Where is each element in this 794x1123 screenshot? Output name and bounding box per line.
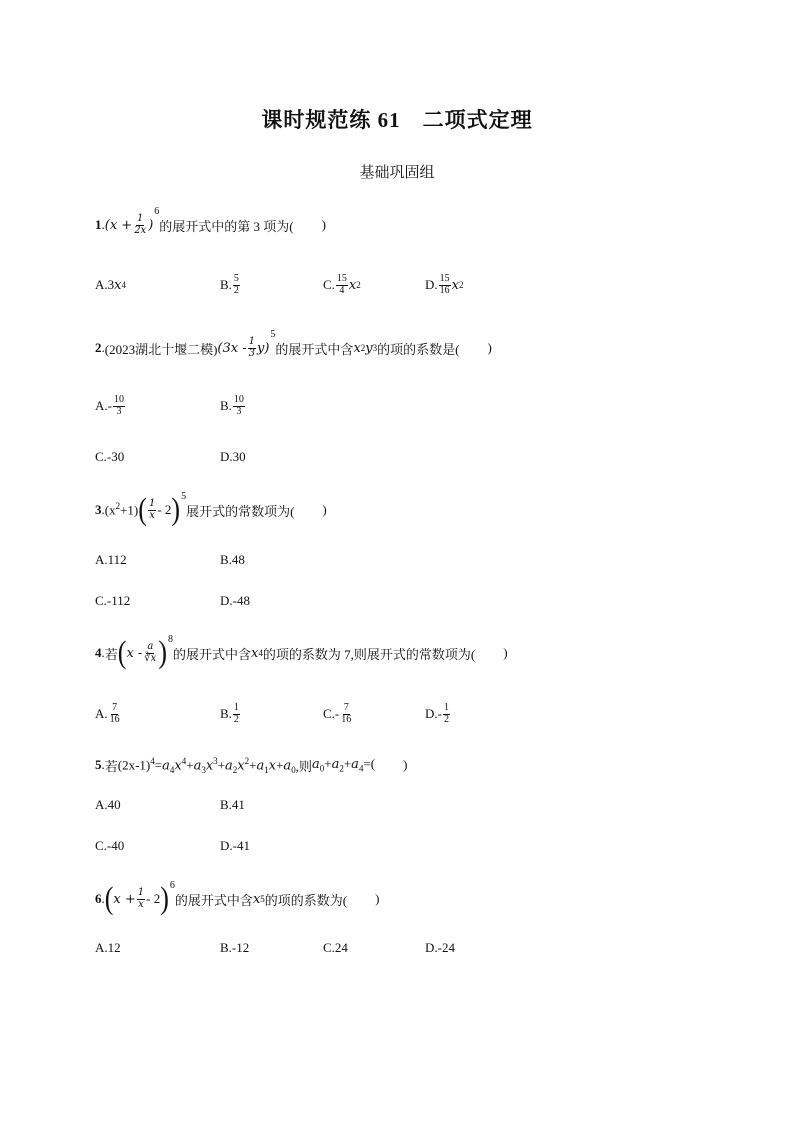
option-d[interactable]: D.- 1 2 (425, 702, 449, 725)
title-sub: 二项式定理 (422, 108, 533, 132)
option-b[interactable]: B.41 (220, 797, 245, 812)
option-c[interactable]: C.-40 (95, 838, 125, 853)
question-number: 1 (95, 217, 102, 232)
option-b[interactable]: B. 5 2 (220, 273, 239, 296)
page-title (0, 104, 794, 134)
option-d[interactable]: D.30 (220, 449, 246, 464)
option-a[interactable]: A.- 10 3 (95, 394, 124, 417)
option-a[interactable]: A. 7 16 (95, 702, 120, 725)
question-number: 6 (95, 891, 102, 906)
option-d[interactable]: D.-41 (220, 838, 250, 853)
question-number: 5 (95, 757, 102, 772)
question-2: 2 . (2023湖北十堰二模) (3x - 1 3 y) 5 的展开式中含 x 2 y 3 的项的系数是( ) (95, 328, 492, 359)
option-c[interactable]: C.-112 (95, 593, 131, 608)
option-c[interactable]: C.- 7 16 (323, 702, 352, 725)
question-4: 4 . 若 ( x - a ∛x ) 8 的展开式中含 x 4 的项的系数为 7,则展开式的常数项为( ) (95, 633, 508, 670)
option-b[interactable]: B.-12 (220, 940, 250, 955)
question-number: 2 (95, 340, 102, 355)
question-number: 3 (95, 502, 102, 517)
question-source: (2023湖北十堰二模) (104, 341, 218, 357)
option-a[interactable]: A.112 (95, 552, 127, 567)
question-5: 5 . 若 $(2x-1)^4=a_4x^4+a_3x^3+a_2x^2+a_1x+a_0$ ,则 $a_0+a_2+a_4=$( ) (95, 755, 408, 775)
question-3: 3 . $(x^2+1)$ ( 1 x - 2 ) 5 展开式的常数项为( ) (95, 490, 327, 527)
option-d[interactable]: D. 15 16 x 2 (425, 273, 464, 296)
option-d[interactable]: D.-24 (425, 940, 455, 955)
title-main: 课时规范练 61 (261, 108, 401, 132)
option-b[interactable]: B. 10 3 (220, 394, 244, 417)
option-c[interactable]: C.-30 (95, 449, 125, 464)
question-1: 1 . (x + $\frac{1}{2x}$ ) 6 的展开式中的第 3 项为( ) (95, 205, 326, 236)
option-c[interactable]: C.24 (323, 940, 348, 955)
section-heading: 基础巩固组 (359, 165, 435, 181)
option-a[interactable]: A.3 x 4 (95, 277, 126, 293)
option-b[interactable]: B. 1 2 (220, 702, 239, 725)
question-6: 6 . ( x + $\frac{1}{x}$ - 2 ) 6 的展开式中含 x 5 的项的系数为( ) (95, 879, 380, 916)
option-b[interactable]: B.48 (220, 552, 245, 567)
option-d[interactable]: D.-48 (220, 593, 250, 608)
option-a[interactable]: A.12 (95, 940, 121, 955)
question-number: 4 (95, 645, 102, 660)
option-a[interactable]: A.40 (95, 797, 121, 812)
question-text: 的展开式中的第 3 项为( (159, 218, 294, 234)
option-c[interactable]: C. 15 4 x 2 (323, 273, 361, 296)
